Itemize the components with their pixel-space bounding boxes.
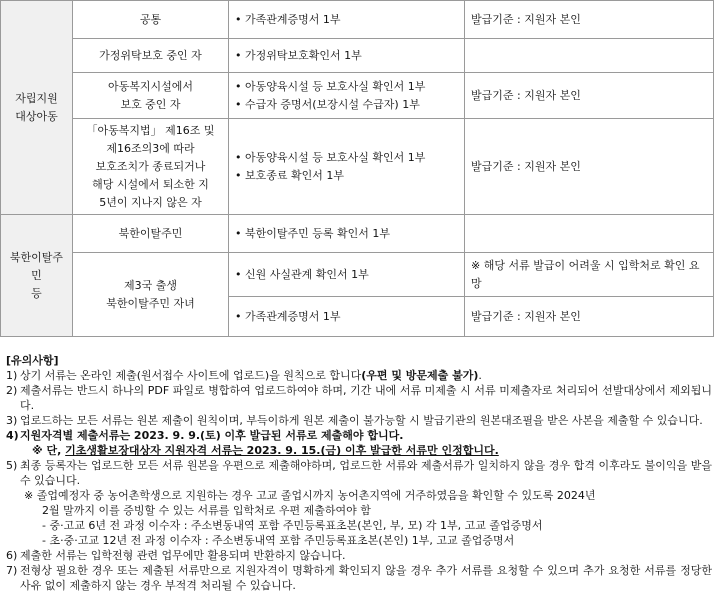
notes-section	[6, 353, 712, 593]
note-subitem: - 중·고교 6년 전 과정 이수자 : 주소변동내역 포함 주민등록표초본(본인, 부, 모) 각 1부, 고교 졸업증명서	[42, 519, 543, 532]
documents-cell: • 아동양육시설 등 보호사실 확인서 1부 • 수급자 증명서(보장시설 수급자) 1부	[229, 73, 465, 119]
category-north-korean-defector: 북한이탈주민 등	[1, 215, 73, 337]
note-item: 5) 최종 등록자는 업로드한 모든 서류 원본을 우편으로 제출해야하며, 업로드한 서류와 제출서류가 일치하지 않을 경우 합격 이후라도 불이익을 받을 수 있습니다.	[6, 459, 712, 487]
documents-cell: • 가족관계증명서 1부	[229, 1, 465, 39]
issuance-standard: 발급기준 : 지원자 본인	[465, 119, 714, 215]
issuance-standard: 발급기준 : 지원자 본인	[465, 73, 714, 119]
issuance-standard: 발급기준 : 지원자 본인	[465, 1, 714, 39]
subcategory-defector: 북한이탈주민	[73, 215, 229, 253]
table-row	[1, 215, 714, 253]
note-item: 7) 전형상 필요한 경우 또는 제출된 서류만으로 지원자격이 명확하게 확인되지 않을 경우 추가 서류를 요청할 수 있으며 추가 요청한 서류를 정당한 사유 없이 제출하지 않는 경우 부적격 처리될 수 있습니다.	[6, 564, 712, 592]
table-row	[1, 253, 714, 297]
table-row	[1, 39, 714, 73]
documents-cell: • 아동양육시설 등 보호사실 확인서 1부 • 보호종료 확인서 1부	[229, 119, 465, 215]
subcategory-common: 공통	[73, 1, 229, 39]
subcategory-third-country-child: 제3국 출생 북한이탈주민 자녀	[73, 253, 229, 337]
note-subitem: ※ 단, 기초생활보장대상자 지원자격 서류는 2023. 9. 15.(금) 이후 발급한 서류만 인정합니다.	[32, 444, 499, 457]
note-item: 2) 제출서류는 반드시 하나의 PDF 파일로 병합하여 업로드하여야 하며, 기간 내에 서류 미제출 시 서류 미제출자로 처리되어 선발대상에서 제외됩니다.	[6, 384, 712, 412]
note-subitem: 2월 말까지 이를 증빙할 수 있는 서류를 입학처로 우편 제출하여야 함	[42, 504, 371, 517]
note-subitem: - 초·중·고교 12년 전 과정 이수자 : 주소변동내역 포함 주민등록표초본(본인) 1부, 고교 졸업증명서	[42, 534, 515, 547]
subcategory-child-welfare-law: 「아동복지법」 제16조 및 제16조의3에 따라 보호조치가 종료되거나 해당 시설에서 퇴소한 지 5년이 지나지 않은 자	[73, 119, 229, 215]
note-item: 4) 지원자격별 제출서류는 2023. 9. 9.(토) 이후 발급된 서류로 제출해야 합니다.	[6, 429, 404, 442]
issuance-standard	[465, 215, 714, 253]
documents-cell: • 가정위탁보호확인서 1부	[229, 39, 465, 73]
note-item: 3) 업로드하는 모든 서류는 원본 제출이 원칙이며, 부득이하게 원본 제출이 불가능할 시 발급기관의 원본대조필을 받은 사본을 제출할 수 있습니다.	[6, 414, 703, 427]
notes-title: [유의사항]	[6, 354, 59, 367]
note-subitem: ※ 졸업예정자 중 농어촌학생으로 지원하는 경우 고교 졸업시까지 농어촌지역에 거주하였음을 확인할 수 있도록 2024년	[24, 489, 596, 502]
note-item: 1) 상기 서류는 온라인 제출(원서접수 사이트에 업로드)을 원칙으로 합니다(우편 및 방문제출 불가).	[6, 369, 482, 382]
note-item: 6) 제출한 서류는 입학전형 관련 업무에만 활용되며 반환하지 않습니다.	[6, 549, 346, 562]
issuance-standard: 발급기준 : 지원자 본인	[465, 297, 714, 337]
issuance-note: ※ 해당 서류 발급이 어려울 시 입학처로 확인 요망	[465, 253, 714, 297]
documents-cell: • 가족관계증명서 1부	[229, 297, 465, 337]
subcategory-foster-care: 가정위탁보호 중인 자	[73, 39, 229, 73]
table-row	[1, 119, 714, 215]
category-self-reliance: 자립지원 대상아동	[1, 1, 73, 215]
subcategory-welfare-facility: 아동복지시설에서 보호 중인 자	[73, 73, 229, 119]
documents-cell: • 신원 사실관계 확인서 1부	[229, 253, 465, 297]
table-row	[1, 73, 714, 119]
issuance-standard	[465, 39, 714, 73]
table-row	[1, 1, 714, 39]
documents-cell: • 북한이탈주민 등록 확인서 1부	[229, 215, 465, 253]
